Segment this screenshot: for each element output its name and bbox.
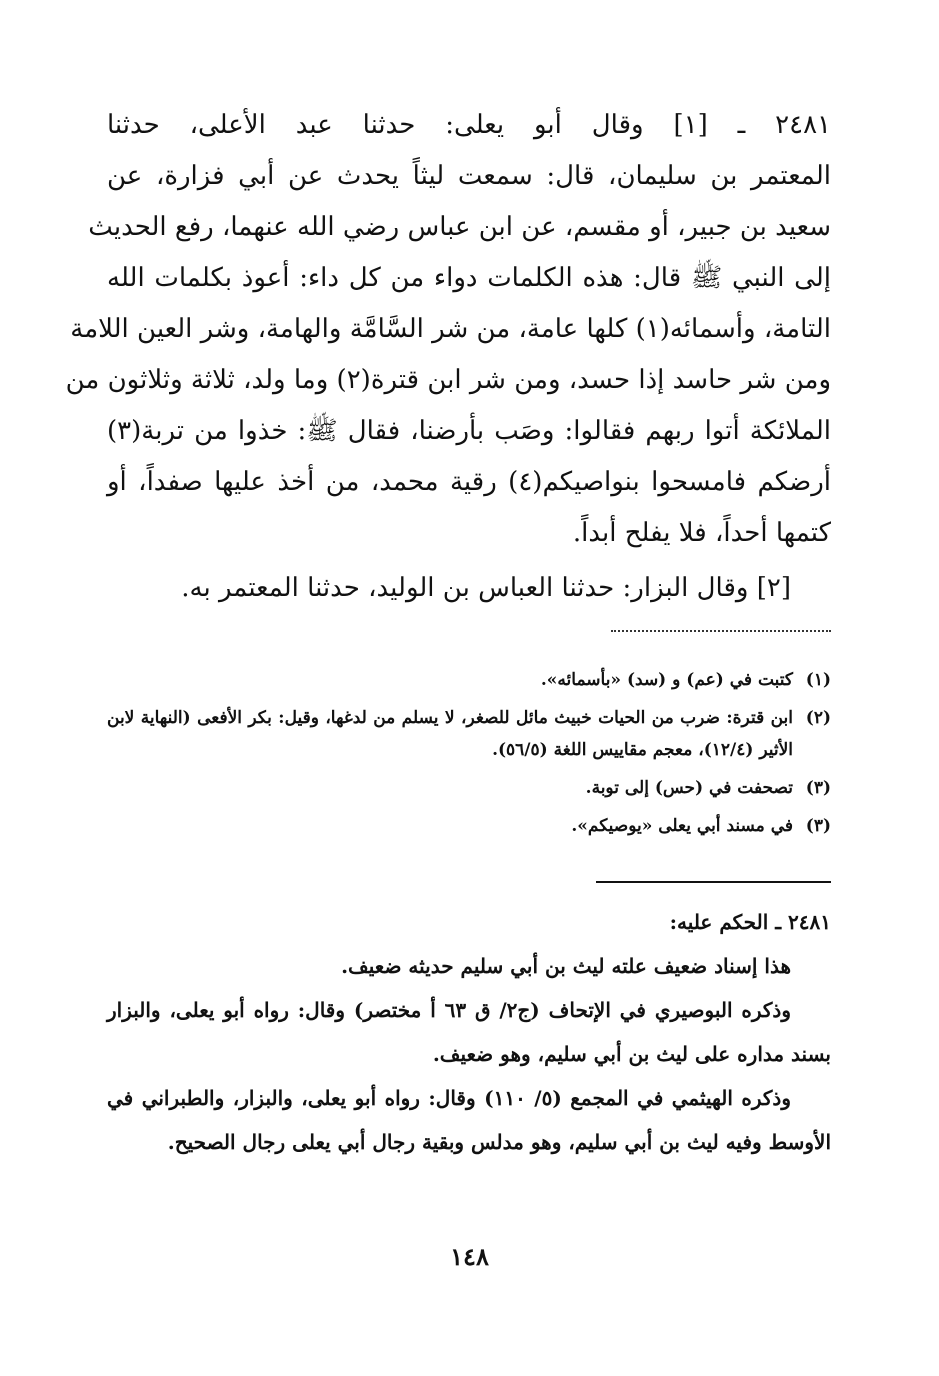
hadith-line: أرضكم فامسحوا بنواصيكم(٤) رقية محمد، من أخذ عليها صفداً، أو [107,467,831,497]
ruling-paragraph: هذا إسناد ضعيف علته ليث بن أبي سليم حديثه ضعيف. [341,954,791,978]
hadith-line: كتمها أحداً، فلا يفلح أبداً. [572,518,831,548]
hadith-line: المعتمر بن سليمان، قال: سمعت ليثاً يحدث عن أبي فزارة، عن [107,161,831,191]
footnote-item [107,702,831,766]
hadith-line: ٢٤٨١ ـ [١] وقال أبو يعلى: حدثنا عبد الأعلى، حدثنا [107,110,831,140]
footnote-text: ابن قترة: ضرب من الحيات خبيث مائل للصغر، لا يسلم من لدغها، وقيل: بكر الأفعى (النهاية لابن الأثير (١٢/٤)، معجم مقاييس اللغة (٥٦/٥). [107,708,793,760]
ruling-paragraph: وذكره البوصيري في الإتحاف (ج٢/ ق ٦٣ أ مختصر) وقال: رواه أبو يعلى، والبزار بسند مداره على ليث بن أبي سليم، وهو ضعيف. [107,998,831,1066]
footnotes [107,664,831,848]
footnote-separator [611,630,831,644]
footnote-number: (٢) [805,708,831,728]
hadith-line: سعيد بن جبير، أو مقسم، عن ابن عباس رضي الله عنهما، رفع الحديث [88,212,831,242]
section-divider [596,881,831,883]
ruling-paragraph: وذكره الهيثمي في المجمع (٥/ ١١٠) وقال: رواه أبو يعلى، والبزار، والطبراني في الأوسط وفيه ليث بن أبي سليم، وهو مدلس وبقية رجال أبي يعلى رجال الصحيح. [107,1086,831,1154]
footnote-number: (٣) [805,778,831,798]
footnote-item [107,772,831,804]
footnote-number: (١) [805,670,831,690]
footnote-item [107,664,831,696]
hadith-line: إلى النبي ﷺ قال: هذه الكلمات دواء من كل داء: أعوذ بكلمات الله [107,263,831,293]
footnote-number: (٣) [805,816,831,836]
hadith-line: ومن شر حاسد إذا حسد، ومن شر ابن قترة(٢) وما ولد، ثلاثة وثلاثون من [65,365,831,395]
footnote-text: كتبت في (عم) و (سد) «بأسمائه». [540,670,793,690]
footnote-item [107,810,831,842]
footnote-text: في مسند أبي يعلى «يوصيكم». [571,816,793,836]
page-number: ١٤٨ [450,1242,489,1271]
ruling-heading: ٢٤٨١ ـ الحكم عليه: [669,910,831,934]
hadith-text [65,100,831,559]
second-chain: [٢] وقال البزار: حدثنا العباس بن الوليد، حدثنا المعتمر به. [181,573,791,603]
hadith-line: التامة، وأسمائه(١) كلها عامة، من شر السَّامَّة والهامة، وشر العين اللامة [70,314,831,344]
hadith-line: الملائكة أتوا ربهم فقالوا: وصَب بأرضنا، فقال ﷺ: خذوا من تربة(٣) [107,416,831,446]
footnote-text: تصحفت في (حس) إلى توبة. [585,778,793,798]
ruling-section [107,900,831,1164]
